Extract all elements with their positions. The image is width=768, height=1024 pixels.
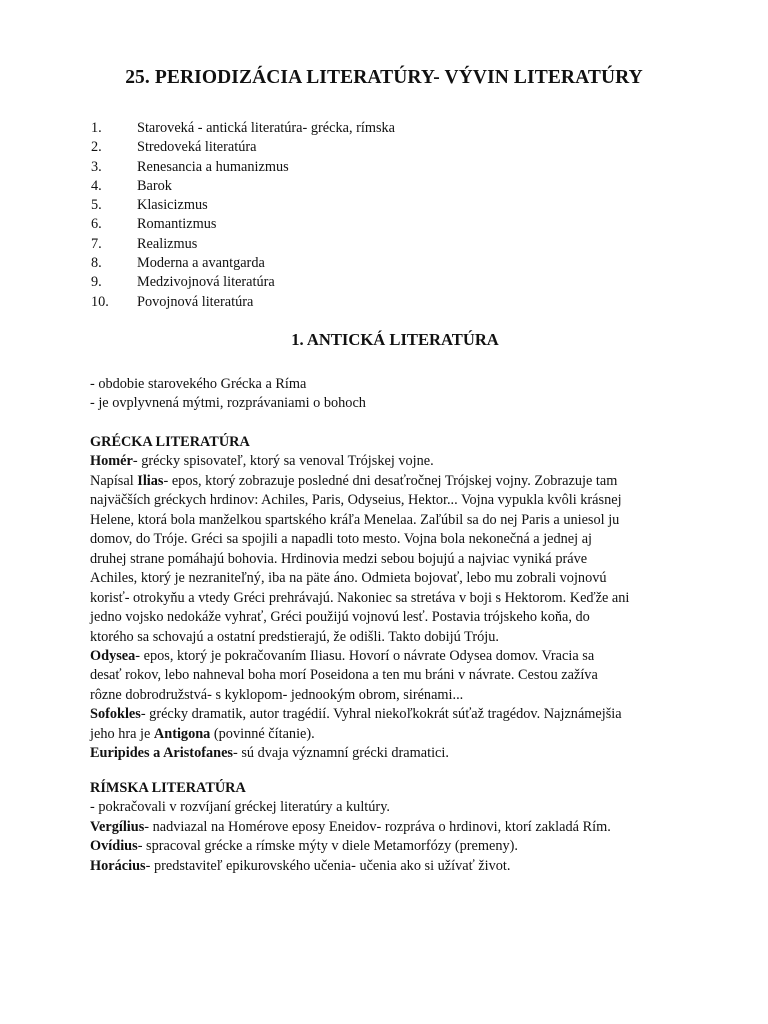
homer-text: - grécky spisovateľ, ktorý sa venoval Trójskej vojne. <box>132 453 434 470</box>
list-item <box>91 254 395 273</box>
list-item-text: Medzivojnová literatúra <box>137 274 275 291</box>
sofokles-name: Sofokles <box>90 706 141 723</box>
list-item-number: 8. <box>91 255 102 272</box>
horacius-name: Horácius <box>90 857 146 874</box>
odysea-line: desať rokov, lebo nahneval boha morí Poseidona a ten mu bráni v návrate. Cestou zažíva <box>90 667 598 684</box>
list-item-number: 4. <box>91 177 102 194</box>
periods-list <box>91 119 395 312</box>
list-item-text: Romantizmus <box>137 216 217 233</box>
list-item-number: 6. <box>91 216 102 233</box>
ilias-text: - epos, ktorý zobrazuje posledné dni desaťročnej Trójskej vojny. Zobrazuje tam <box>163 472 618 489</box>
ilias-line <box>90 472 690 491</box>
list-item <box>91 196 395 215</box>
list-item <box>91 273 395 292</box>
ilias-name: Ilias <box>137 472 164 489</box>
sofokles-prefix: jeho hra je <box>90 725 154 742</box>
list-item-number: 10. <box>91 293 109 310</box>
ilias-line: jedno vojsko nedokáže vyhrať, Gréci použijú vojnovú lesť. Postavia trójskeho koňa, do <box>90 609 590 626</box>
list-item-text: Staroveká - antická literatúra- grécka, rímska <box>137 120 396 136</box>
euripides-text: - sú dvaja významní grécki dramatici. <box>232 745 449 762</box>
roman-heading: RÍMSKA LITERATÚRA <box>90 780 246 796</box>
list-item-text: Moderna a avantgarda <box>137 255 265 272</box>
ilias-line: druhej strane pomáhajú bohovia. Hrdinovia medzi sebou bojujú a najviac vyniká práve <box>90 550 588 567</box>
document-title: 25. PERIODIZÁCIA LITERATÚRY- VÝVIN LITERATÚRY <box>125 67 643 88</box>
vergilius-text: - nadviazal na Homérove eposy Eneidov- rozpráva o hrdinovi, ktorí zakladá Rím. <box>144 818 611 835</box>
intro-line: - obdobie starovekého Grécka a Ríma <box>90 376 307 392</box>
antigona-note: (povinné čítanie). <box>210 725 315 742</box>
ilias-line: Achiles, ktorý je nezraniteľný, iba na päte áno. Odmieta bojovať, lebo mu zobrali vojnovú <box>90 570 607 587</box>
list-item-text: Povojnová literatúra <box>137 293 254 310</box>
vergilius-name: Vergílius <box>90 818 145 835</box>
list-item <box>91 158 395 177</box>
list-item-number: 2. <box>91 139 102 156</box>
greek-literature-section <box>90 433 690 764</box>
section-heading-antique: 1. ANTICKÁ LITERATÚRA <box>291 330 499 349</box>
ovidius-line <box>90 837 690 856</box>
homer-name: Homér <box>90 453 133 470</box>
sofokles-line <box>90 725 690 744</box>
list-item <box>91 235 395 254</box>
euripides-line <box>90 744 690 763</box>
section-intro <box>90 375 690 414</box>
odysea-name: Odysea <box>90 647 136 664</box>
list-item-text: Stredoveká literatúra <box>137 139 257 156</box>
list-item <box>91 177 395 196</box>
roman-intro: - pokračovali v rozvíjaní gréckej literatúry a kultúry. <box>90 799 390 816</box>
vergilius-line <box>90 818 690 837</box>
ilias-line: najväčších gréckych hrdinov: Achiles, Paris, Odyseius, Hektor... Vojna vypukla kvôli krásnej <box>90 492 622 509</box>
list-item-text: Klasicizmus <box>137 197 208 214</box>
ilias-line: Helene, ktorá bola manželkou spartského kráľa Menelaa. Zaľúbil sa do nej Paris a uniesol ju <box>90 511 620 528</box>
ovidius-name: Ovídius <box>90 838 138 855</box>
ilias-line: ktorého sa schovajú a ostatní predstierajú, že odišli. Takto dobijú Tróju. <box>90 628 499 645</box>
odysea-text: - epos, ktorý je pokračovaním Iliasu. Hovorí o návrate Odysea domov. Vracia sa <box>135 647 595 664</box>
intro-line: - je ovplyvnená mýtmi, rozprávaniami o bohoch <box>90 395 366 412</box>
ilias-prefix: Napísal <box>90 472 138 489</box>
list-item-number: 1. <box>91 120 102 136</box>
list-item <box>91 138 395 157</box>
list-item-number: 5. <box>91 197 102 214</box>
ovidius-text: - spracoval grécke a rímske mýty v diele Metamorfózy (premeny). <box>137 838 518 855</box>
list-item <box>91 293 395 312</box>
list-item-text: Barok <box>137 177 172 194</box>
antigona-name: Antigona <box>153 725 211 742</box>
sofokles-text: - grécky dramatik, autor tragédií. Vyhral niekoľkokrát súťaž tragédov. Najznámejšia <box>140 706 622 723</box>
odysea-line: rôzne dobrodružstvá- s kyklopom- jednookým obrom, sirénami... <box>90 686 464 703</box>
list-item-number: 7. <box>91 235 102 252</box>
ilias-line: domov, do Tróje. Gréci sa spojili a napadli toto mesto. Vojna bola nekonečná a jednej aj <box>90 531 593 548</box>
euripides-name: Euripides a Aristofanes <box>90 745 233 762</box>
homer-paragraph <box>90 452 690 471</box>
horacius-text: - predstaviteľ epikurovského učenia- učenia ako si užívať život. <box>145 857 511 874</box>
list-item-number: 9. <box>91 274 102 291</box>
roman-literature-section <box>90 779 690 876</box>
list-item-number: 3. <box>91 158 102 175</box>
list-item <box>91 119 395 138</box>
horacius-line <box>90 857 690 876</box>
list-item-text: Realizmus <box>137 235 198 252</box>
greek-heading: GRÉCKA LITERATÚRA <box>90 434 250 450</box>
ilias-line: korisť- otrokyňu a vtedy Gréci prehrávajú. Nakoniec sa stretáva v boji s Hektorom. Keďže ani <box>90 589 630 606</box>
odysea-line <box>90 647 690 666</box>
list-item-text: Renesancia a humanizmus <box>137 158 289 175</box>
list-item <box>91 215 395 234</box>
sofokles-line <box>90 705 690 724</box>
